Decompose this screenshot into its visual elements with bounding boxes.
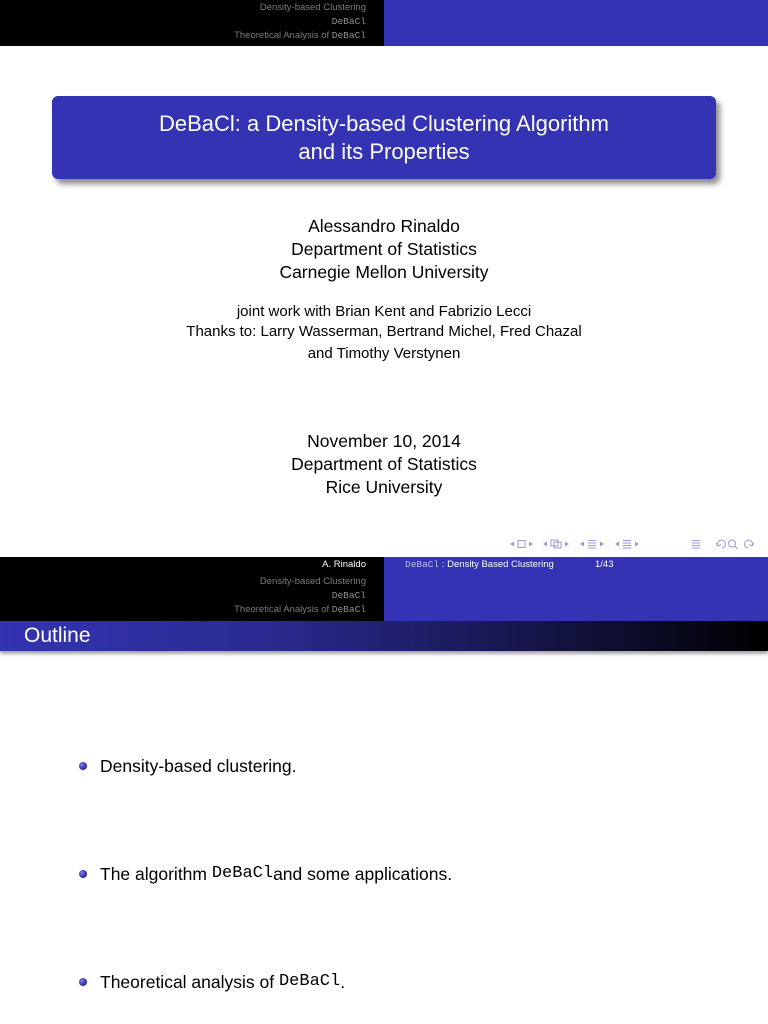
header-section-theory[interactable] [0,603,366,617]
nav-arrow-right-icon[interactable] [600,542,604,547]
header-section-debacl-code: DeBaCl [331,590,366,601]
header-section-theory-prefix: Theoretical Analysis of [234,30,332,41]
nav-redo-icon[interactable] [745,540,753,548]
outline-item-prefix: The algorithm [100,864,212,884]
nav-outline-icon[interactable] [692,541,700,549]
header-section-theory-code: DeBaCl [331,30,366,41]
footer-title-rest: : Density Based Clustering [439,559,554,570]
header-section-debacl[interactable] [0,589,366,603]
nav-arrow-left-icon[interactable] [580,542,584,547]
nav-arrow-right-icon[interactable] [529,542,533,547]
event-department: Department of Statistics [291,454,477,474]
nav-arrow-left-icon[interactable] [543,542,547,547]
author-university: Carnegie Mellon University [279,262,489,282]
slide2-header-sections [0,573,384,621]
outline-item-text: Density-based clustering. [100,756,297,776]
header-section-theory-prefix: Theoretical Analysis of [234,604,332,615]
author-block [0,215,768,284]
header-section-density[interactable]: Density-based Clustering [259,576,366,587]
header-section-density[interactable]: Density-based Clustering [259,2,366,13]
footer-title-code: DeBaCl [405,559,440,570]
footer-short-title [384,557,595,573]
slide2-header-right [384,573,768,621]
outline-item-suffix: and some applications. [273,864,453,884]
outline-item-code: DeBaCl [211,864,274,883]
nav-arrow-left-icon[interactable] [510,542,514,547]
nav-arrow-right-icon[interactable] [635,542,639,547]
beamer-navigation [508,536,764,552]
author-department: Department of Statistics [291,239,477,259]
footer-page-number: 1/43 [595,559,614,570]
slide1-header-right [384,0,768,46]
bullet-dot-icon [79,870,87,878]
header-section-debacl[interactable] [0,15,366,29]
outline-item [79,971,345,993]
outline-item [79,863,452,885]
footer-author: A. Rinaldo [0,557,384,573]
header-section-theory-code: DeBaCl [331,604,366,615]
thanks-text-cont: and Timothy Verstynen [307,345,461,362]
nav-frame-icon[interactable] [518,541,525,548]
header-section-theory[interactable] [0,29,366,43]
event-date: November 10, 2014 [307,431,461,451]
author-name: Alessandro Rinaldo [308,216,460,236]
slide2-header [0,573,768,621]
joint-work-text: joint work with Brian Kent and Fabrizio Lecci [236,303,532,320]
title-line-1: DeBaCl: a Density-based Clustering Algorithm [159,110,609,136]
thanks-text: Thanks to: Larry Wasserman, Bertrand Michel, Fred Chazal [186,323,582,340]
nav-arrow-left-icon[interactable] [615,542,619,547]
title-line-2: and its Properties [298,138,470,164]
nav-symbols [508,537,760,551]
outline-item-code: DeBaCl [278,972,341,991]
nav-section-icon[interactable] [588,541,596,549]
outline-item-suffix: . [340,972,346,992]
title-box [52,96,716,179]
footer-right [384,557,768,573]
event-block [0,430,768,499]
frame-title: Outline [0,621,768,651]
nav-arrow-right-icon[interactable] [565,542,569,547]
slide1-header [0,0,768,46]
outline-item [79,755,296,777]
nav-search-icon[interactable] [729,540,736,547]
header-section-debacl-code: DeBaCl [331,16,366,27]
nav-undo-icon[interactable] [717,540,725,548]
nav-document-icon[interactable] [623,541,631,549]
slide1-footer [0,557,768,573]
slide1-header-sections [0,0,384,46]
bullet-dot-icon [79,762,87,770]
outline-item-prefix: Theoretical analysis of [100,972,279,992]
bullet-dot-icon [79,978,87,986]
event-university: Rice University [325,477,443,497]
credits-block [0,302,768,364]
